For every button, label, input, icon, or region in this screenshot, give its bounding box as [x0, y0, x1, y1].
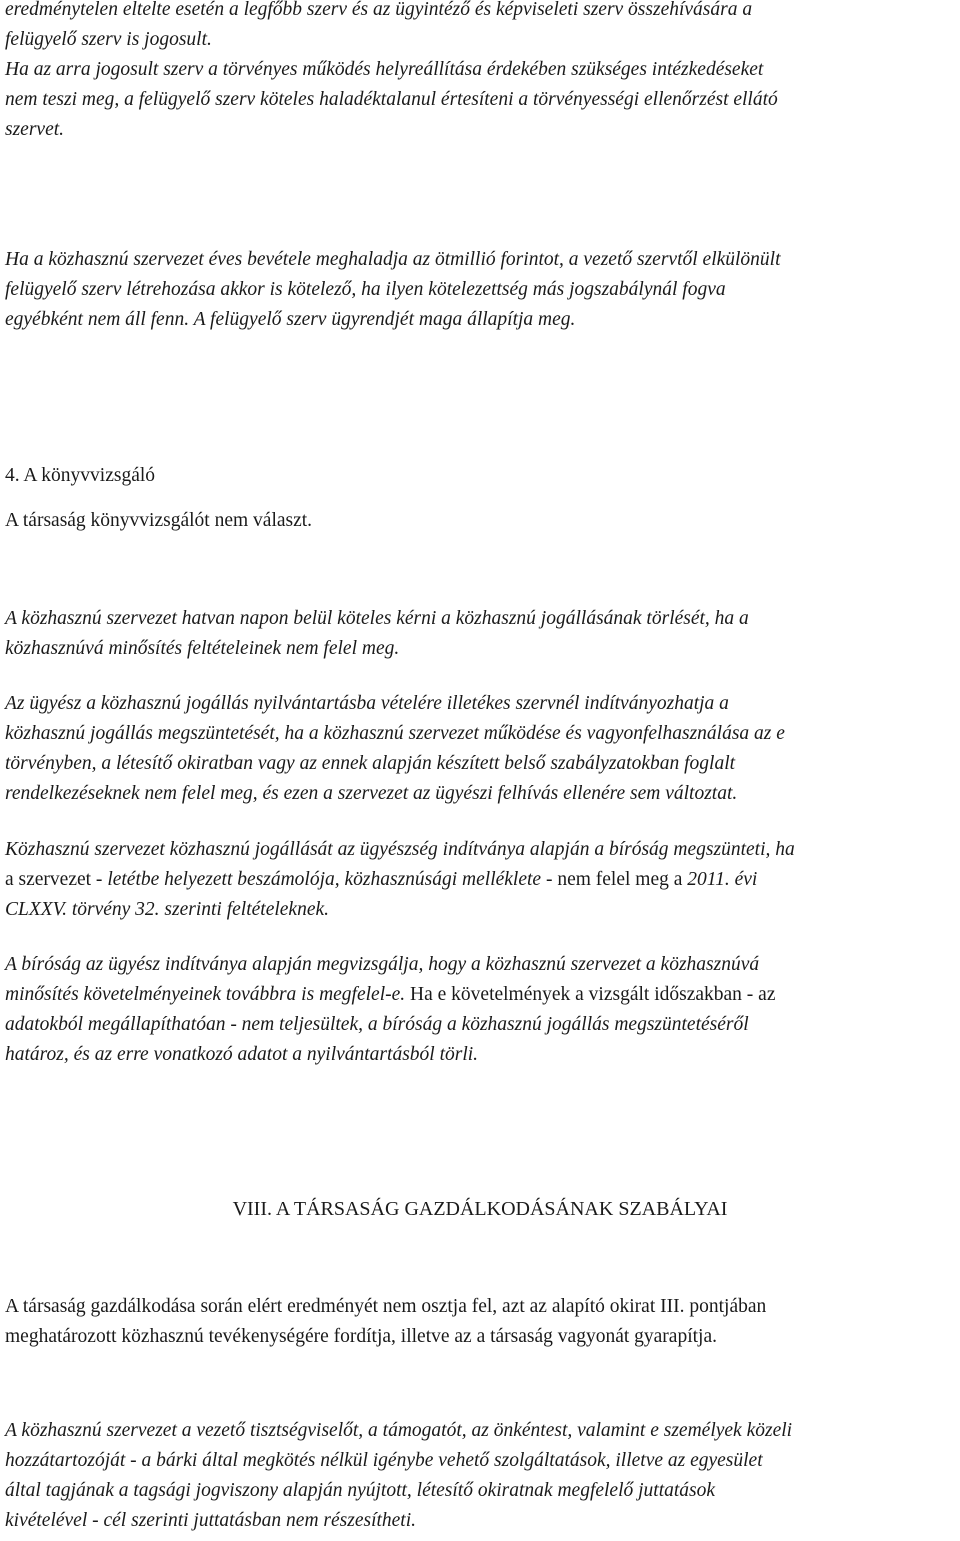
text-line: felügyelő szerv létrehozása akkor is kötelező, ha ilyen kötelezettség más jogszabálynál fogva — [5, 279, 726, 300]
text-segment: 2011. évi — [687, 869, 758, 890]
text-line: közhasznúvá minősítés feltételeinek nem felel meg. — [5, 638, 400, 659]
text-segment: szerinti feltételeknek. — [159, 899, 330, 920]
paragraph-supervisory-mandatory — [5, 245, 960, 335]
text-line: által tagjának a tagsági jogviszony alapján nyújtott, létesítő okiratnak megfelelő juttatások — [5, 1480, 716, 1501]
text-line: törvényben, a létesítő okiratban vagy az ennek alapján készített belső szabályzatokban foglalt — [5, 753, 736, 774]
paragraph-benefit-restriction — [5, 1416, 960, 1536]
text-line: A közhasznú szervezet a vezető tisztségviselőt, a támogatót, az önkéntest, valamint e személyek közeli — [5, 1420, 793, 1441]
text-segment: CLXXV. törvény 32. — [5, 899, 160, 920]
text-line: Az ügyész a közhasznú jogállás nyilvántartásba vételére illetékes szervnél indítványozhatja a — [5, 693, 729, 714]
text-line: Ha a közhasznú szervezet éves bevétele meghaladja az ötmillió forintot, a vezető szervtől elkülönült — [5, 249, 781, 270]
text-line: szervet. — [5, 119, 65, 140]
paragraph-status-deletion — [5, 604, 960, 664]
text-line: közhasznú jogállás megszüntetését, ha a közhasznú szervezet működése és vagyonfelhasználása az e — [5, 723, 785, 744]
paragraph-prosecutor-motion — [5, 689, 960, 809]
text-line: adatokból megállapíthatóan - nem teljesültek, a bíróság a közhasznú jogállás megszüntetéséről — [5, 1014, 749, 1035]
text-line: A bíróság az ügyész indítványa alapján megvizsgálja, hogy a közhasznú szervezet a közhasznúvá — [5, 954, 760, 975]
text-line: rendelkezéseknek nem felel meg, és ezen a szervezet az ügyészi felhívás ellenére sem változtat. — [5, 783, 738, 804]
text-line: hozzátartozóját - a bárki által megkötés nélkül igénybe vehető szolgáltatások, illetve az egyesület — [5, 1450, 763, 1471]
paragraph-supervisory-notification — [5, 55, 960, 145]
text-line: nem teszi meg, a felügyelő szerv köteles haladéktalanul értesíteni a törvényességi ellenőrzést ellátó — [5, 89, 778, 110]
paragraph-supervisory-convening — [5, 0, 960, 55]
paragraph-court-review — [5, 950, 960, 1070]
text-segment: a szervezet - — [5, 869, 108, 890]
section-heading-auditor — [5, 461, 960, 491]
text-line: meghatározott közhasznú tevékenységére fordítja, illetve az a társaság vagyonát gyarapítja. — [5, 1326, 717, 1347]
text-segment: - nem felel meg a — [541, 869, 688, 890]
text-segment: letétbe helyezett beszámolója, közhasznúsági melléklete — [107, 869, 542, 890]
chapter-heading — [0, 1194, 960, 1224]
section-title: 4. A könyvvizsgáló — [5, 465, 156, 486]
text-line: határoz, és az erre vonatkozó adatot a nyilvántartásból törli. — [5, 1044, 479, 1065]
text-line: felügyelő szerv is jogosult. — [5, 29, 212, 50]
text-segment: Ha e követelmények a vizsgált időszakban - az — [410, 984, 776, 1005]
text-line: A közhasznú szervezet hatvan napon belül köteles kérni a közhasznú jogállásának törlését, ha a — [5, 608, 749, 629]
text-line: Közhasznú szervezet közhasznú jogállását az ügyészség indítványa alapján a bíróság megszünteti, ha — [5, 839, 795, 860]
text-line: A társaság gazdálkodása során elért eredményét nem osztja fel, azt az alapító okirat III. pontjában — [5, 1296, 767, 1317]
chapter-title: VIII. A TÁRSASÁG GAZDÁLKODÁSÁNAK SZABÁLYAI — [232, 1198, 728, 1220]
paragraph-profit-use — [5, 1292, 960, 1352]
text-line: A társaság könyvvizsgálót nem választ. — [5, 510, 313, 531]
text-segment: minősítés követelményeinek továbbra is megfelel-e. — [5, 984, 411, 1005]
text-line: egyébként nem áll fenn. A felügyelő szerv ügyrendjét maga állapítja meg. — [5, 309, 576, 330]
text-line: Ha az arra jogosult szerv a törvényes működés helyreállítása érdekében szükséges intézkedéseket — [5, 59, 764, 80]
text-line: eredménytelen eltelte esetén a legfőbb szerv és az ügyintéző és képviseleti szerv összehívására a — [5, 0, 753, 20]
text-line: kivételével - cél szerinti juttatásban nem részesítheti. — [5, 1510, 417, 1531]
paragraph-auditor — [5, 506, 960, 536]
paragraph-court-termination — [5, 835, 960, 925]
